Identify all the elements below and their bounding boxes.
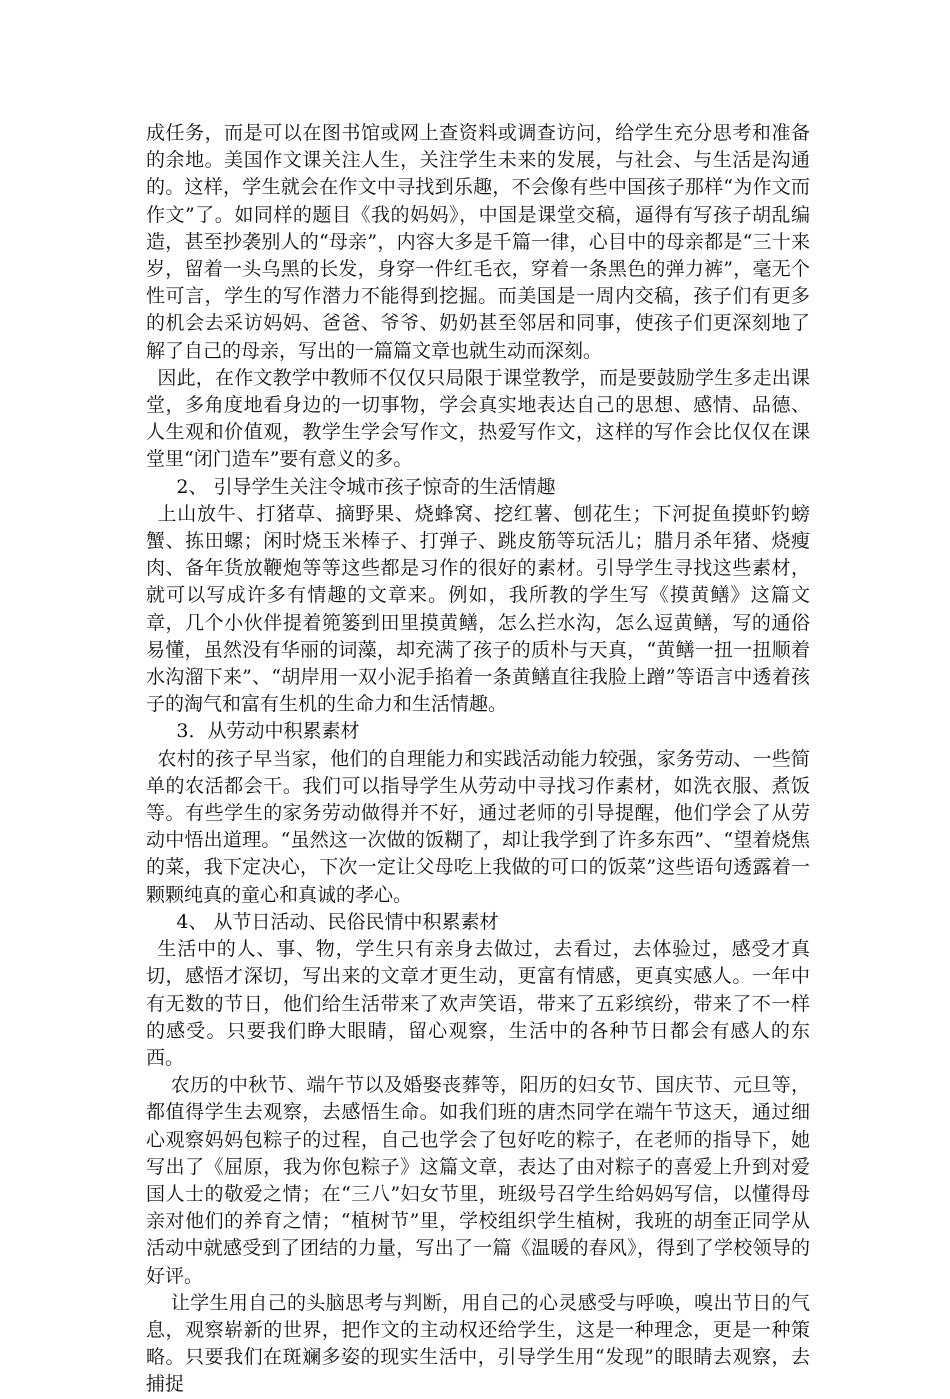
paragraph-rural-activities: 上山放牛、打猪草、摘野果、烧蜂窝、挖红薯、刨花生；下河捉鱼摸虾钓螃蟹、拣田螺；闲时烧玉米棒子、打弹子、跳皮筋等玩活儿；腊月杀年猪、烧瘦肉、备年货放鞭炮等等这些都是习作的很好的素材。引导学生寻找这些素材，就可以写成许多有情趣的文章来。例如，我所教的学生写《摸黄鳝》这篇文章，几个小伙伴提着篼篓到田里摸黄鳝，怎么拦水沟，怎么逗黄鳝，写的通俗易懂，虽然没有华丽的词藻，却充满了孩子的质朴与天真，“黄鳝一扭一扭顺着水沟溜下来”、“胡岸用一双小泥手掐着一条黄鳝直往我脸上蹭”等语言中透着孩子的淘气和富有生机的生命力和生活情趣。 xyxy=(146,502,810,716)
paragraph-life-experience: 生活中的人、事、物，学生只有亲身去做过，去看过，去体验过，感受才真切，感悟才深切，写出来的文章才更生动，更富有情感，更真实感人。一年中有无数的节日，他们给生活带来了欢声笑语，带来了五彩缤纷，带来了不一样的感受。只要我们睁大眼睛，留心观察，生活中的各种节日都会有感人的东西。 xyxy=(146,938,810,1069)
paragraph-student-thinking: 让学生用自己的头脑思考与判断，用自己的心灵感受与呼唤，嗅出节日的气息，观察崭新的世界，把作文的主动权还给学生，这是一种理念，更是一种策略。只要我们在斑斓多姿的现实生活中，引导学生用“发现”的眼睛去观察，去捕捉 xyxy=(146,1291,810,1396)
paragraph-labor: 农村的孩子早当家，他们的自理能力和实践活动能力较强，家务劳动、一些简单的农活都会干。我们可以指导学生从劳动中寻找习作素材，如洗衣服、煮饭等。有些学生的家务劳动做得并不好，通过老师的引导提醒，他们学会了从劳动中悟出道理。“虽然这一次做的饭糊了，却让我学到了许多东西”、“望着烧焦的菜，我下定决心，下次一定让父母吃上我做的可口的饭菜”这些语句透露着一颗颗纯真的童心和真诚的孝心。 xyxy=(146,747,810,906)
document-body xyxy=(146,120,810,1399)
section-heading-4: 4、 从节日活动、民俗民情中积累素材 xyxy=(176,910,499,933)
section-heading-2: 2、 引导学生关注令城市孩子惊奇的生活情趣 xyxy=(176,475,556,498)
paragraph-festivals: 农历的中秋节、端午节以及婚娶丧葬等，阳历的妇女节、国庆节、元旦等，都值得学生去观察，去感悟生命。如我们班的唐杰同学在端午节这天，通过细心观察妈妈包粽子的过程，自己也学会了包好吃的粽子，在老师的指导下，她写出了《屈原，我为你包粽子》这篇文章，表达了由对粽子的喜爱上升到对爱国人士的敬爱之情；在“三八”妇女节里，班级号召学生给妈妈写信，以懂得母亲对他们的养育之情；“植树节”里，学校组织学生植树，我班的胡奎正同学从活动中就感受到了团结的力量，写出了一篇《温暖的春风》，得到了学校领导的好评。 xyxy=(146,1074,810,1287)
paragraph-us-writing-comparison: 成任务，而是可以在图书馆或网上查资料或调查访问，给学生充分思考和准备的余地。美国作文课关注人生，关注学生未来的发展，与社会、与生活是沟通的。这样，学生就会在作文中寻找到乐趣，不会像有些中国孩子那样“为作文而作文”了。如同样的题目《我的妈妈》，中国是课堂交稿，逼得有写孩子胡乱编造，甚至抄袭别人的“母亲”，内容大多是千篇一律，心目中的母亲都是“三十来岁，留着一头乌黑的长发，身穿一件红毛衣，穿着一条黑色的弹力裤”，毫无个性可言，学生的写作潜力不能得到挖掘。而美国是一周内交稿，孩子们有更多的机会去采访妈妈、爸爸、爷爷、奶奶甚至邻居和同事，使孩子们更深刻地了解了自己的母亲，写出的一篇篇文章也就生动而深刻。 xyxy=(146,122,810,362)
section-heading-3: 3．从劳动中积累素材 xyxy=(176,720,360,743)
paragraph-therefore: 因此，在作文教学中教师不仅仅只局限于课堂教学，而是要鼓励学生多走出课堂，多角度地看身边的一切事物，学会真实地表达自己的思想、感情、品德、人生观和价值观，教学生学会写作文，热爱写作文，这样的写作会比仅仅在课堂里“闭门造车”要有意义的多。 xyxy=(146,366,810,471)
